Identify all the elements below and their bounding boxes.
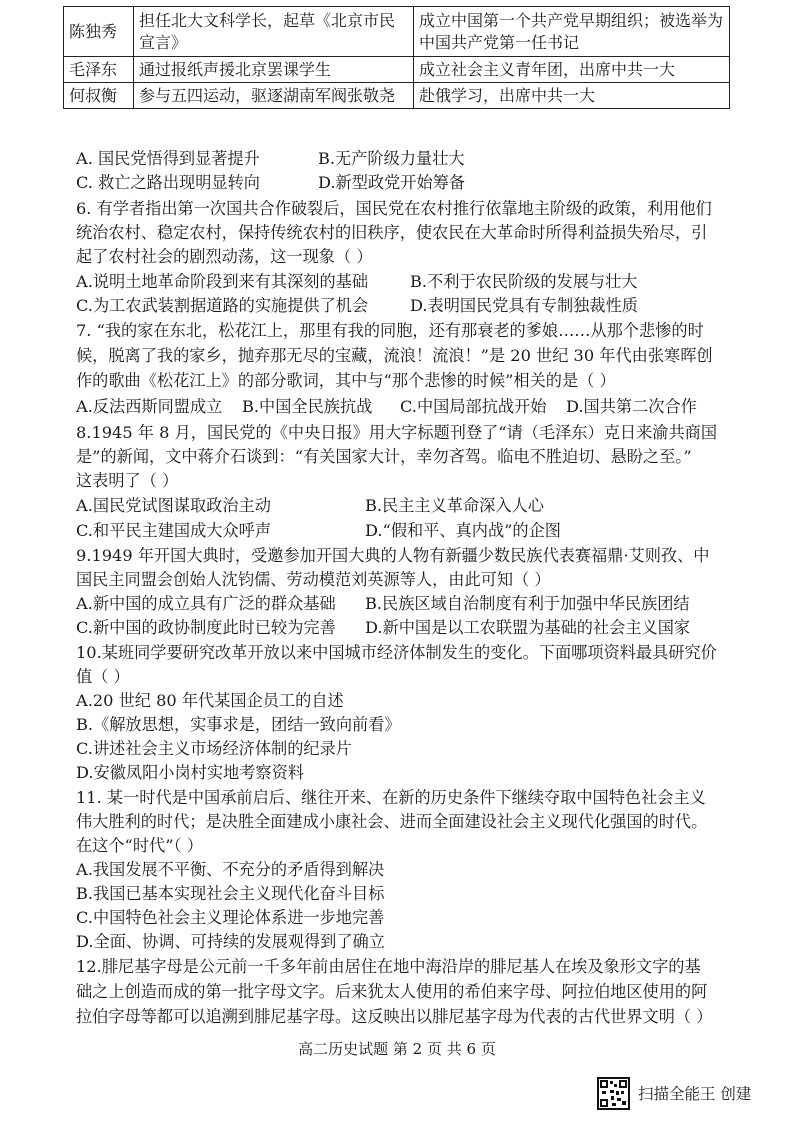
- q11-option-d: D.全面、协调、可持续的发展观得到了确立: [76, 932, 385, 951]
- q11-option-c: C.中国特色社会主义理论体系进一步地完善: [76, 908, 385, 927]
- q9-option-b: B.民族区域自治制度有利于加强中华民族团结: [365, 594, 690, 613]
- table-cell-before: 担任北大文科学长，起草《北京市民宣言》: [134, 7, 414, 57]
- page-footer: 高二历史试题 第 2 页 共 6 页: [298, 1040, 496, 1058]
- q9-stem-line: 9.1949 年开国大典时，受邀参加开国大典的人物有新疆少数民族代表赛福鼎·艾则孜、中: [76, 546, 710, 565]
- q10-option-c: C.讲述社会主义市场经济体制的纪录片: [76, 739, 352, 758]
- q6-stem-line: 起了农村社会的剧烈动荡，这一现象（ ）: [76, 247, 373, 266]
- table-cell-name: 何叔衡: [64, 83, 134, 109]
- q6-stem-line: 统治农村、稳定农村，保持传统农村的旧秩序，使农民在大革命时所得利益损失殆尽，引: [76, 223, 708, 242]
- table-cell-before: 通过报纸声援北京罢课学生: [134, 57, 414, 83]
- q7-option-c: C.中国局部抗战开始: [400, 397, 547, 416]
- q7-option-d: D.国共第二次合作: [566, 397, 697, 416]
- q7-option-a: A.反法西斯同盟成立: [76, 397, 223, 416]
- q8-stem-line: 8.1945 年 8 月，国民党的《中央日报》用大字标题刊登了“请（毛泽东）克日来渝共商国: [76, 423, 718, 442]
- q11-stem-line: 在这个“时代”（ ）: [76, 836, 203, 855]
- q12-stem-line: 12.腓尼基字母是公元前一千多年前由居住在地中海沿岸的腓尼基人在埃及象形文字的基: [76, 957, 701, 976]
- q6-option-a: A.说明土地革命阶段到来有其深刻的基础: [76, 272, 369, 291]
- scanner-watermark: 扫描全能王 创建: [638, 1085, 752, 1103]
- q9-stem-line: 国民主同盟会创始人沈钧儒、劳动模范刘英源等人，由此可知（ ）: [76, 570, 551, 589]
- q7-option-b: B.中国全民族抗战: [242, 397, 373, 416]
- table-cell-after: 成立社会主义青年团，出席中共一大: [414, 57, 730, 83]
- q8-option-a: A.国民党试图谋取政治主动: [76, 496, 271, 515]
- q5-option-a: A. 国民党悟得到显著提升: [76, 149, 260, 168]
- q7-stem-line: 候，脱离了我的家乡，抛弃那无尽的宝藏，流浪！流浪！”是 20 世纪 30 年代由张寒晖创: [76, 346, 713, 365]
- table-row: [64, 83, 730, 109]
- q9-option-d: D.新中国是以工农联盟为基础的社会主义国家: [365, 618, 691, 637]
- q8-stem-line: 是”的新闻，文中蒋介石谈到：“有关国家大计，幸勿吝驾。临电不胜迫切、悬盼之至。”: [76, 447, 692, 466]
- table-cell-after: 成立中国第一个共产党早期组织；被选举为中国共产党第一任书记: [414, 7, 730, 57]
- table-cell-name: 陈独秀: [64, 7, 134, 57]
- q12-stem-line: 拉伯字母等都可以追溯到腓尼基字母。这反映出以腓尼基字母为代表的古代世界文明（ ）: [76, 1007, 713, 1026]
- q5-option-c: C. 救亡之路出现明显转向: [76, 173, 260, 192]
- q6-stem-line: 6. 有学者指出第一次国共合作破裂后，国民党在农村推行依靠地主阶级的政策，利用他们: [76, 199, 712, 218]
- q11-option-a: A.我国发展不平衡、不充分的矛盾得到解决: [76, 860, 385, 879]
- q8-option-b: B.民主主义革命深入人心: [365, 496, 544, 515]
- table-cell-after: 赴俄学习，出席中共一大: [414, 83, 730, 109]
- q12-stem-line: 础之上创造而成的第一批字母文字。后来犹太人使用的希伯来字母、阿拉伯地区使用的阿: [76, 982, 708, 1001]
- q5-option-b: B.无产阶级力量壮大: [318, 149, 465, 168]
- q6-option-d: D.表明国民党具有专制独裁性质: [410, 296, 638, 315]
- table-cell-before: 参与五四运动，驱逐湖南军阀张敬尧: [134, 83, 414, 109]
- q8-option-d: D.“假和平、真内战”的企图: [365, 521, 561, 540]
- q10-option-d: D.安徽凤阳小岗村实地考察资料: [76, 763, 304, 782]
- q9-option-a: A.新中国的成立具有广泛的群众基础: [76, 594, 336, 613]
- q8-option-c: C.和平民主建国成大众呼声: [76, 521, 272, 540]
- q10-option-b: B.《解放思想，实事求是，团结一致向前看》: [76, 715, 401, 734]
- table-row: [64, 57, 730, 83]
- q6-option-c: C.为工农武装割据道路的实施提供了机会: [76, 296, 369, 315]
- table-cell-name: 毛泽东: [64, 57, 134, 83]
- q11-stem-line: 伟大胜利的时代；是决胜全面建成小康社会、进而全面建设社会主义现代化强国的时代。: [76, 812, 708, 831]
- q8-stem-line: 这表明了（ ）: [76, 471, 179, 490]
- q6-option-b: B.不利于农民阶级的发展与壮大: [410, 272, 638, 291]
- table-row: [64, 7, 730, 57]
- reference-table: [63, 6, 730, 109]
- q5-option-d: D.新型政党开始筹备: [318, 173, 466, 192]
- q7-stem-line: 7. “我的家在东北，松花江上，那里有我的同胞，还有那衰老的爹娘……从那个悲惨的时: [76, 321, 704, 340]
- q10-stem-line: 值（ ）: [76, 667, 130, 686]
- q7-stem-line: 作的歌曲《松花江上》的部分歌词，其中与“那个悲惨的时候”相关的是（ ）: [76, 371, 616, 390]
- q11-stem-line: 11. 某一时代是中国承前启后、继往开来、在新的历史条件下继续夺取中国特色社会主义: [76, 788, 706, 807]
- q11-option-b: B.我国已基本实现社会主义现代化奋斗目标: [76, 884, 385, 903]
- q9-option-c: C.新中国的政协制度此时已较为完善: [76, 618, 336, 637]
- q10-stem-line: 10.某班同学要研究改革开放以来中国城市经济体制发生的变化。下面哪项资料最具研究价: [76, 643, 717, 662]
- q10-option-a: A.20 世纪 80 年代某国企员工的自述: [76, 691, 344, 710]
- qr-code-icon: [597, 1077, 630, 1110]
